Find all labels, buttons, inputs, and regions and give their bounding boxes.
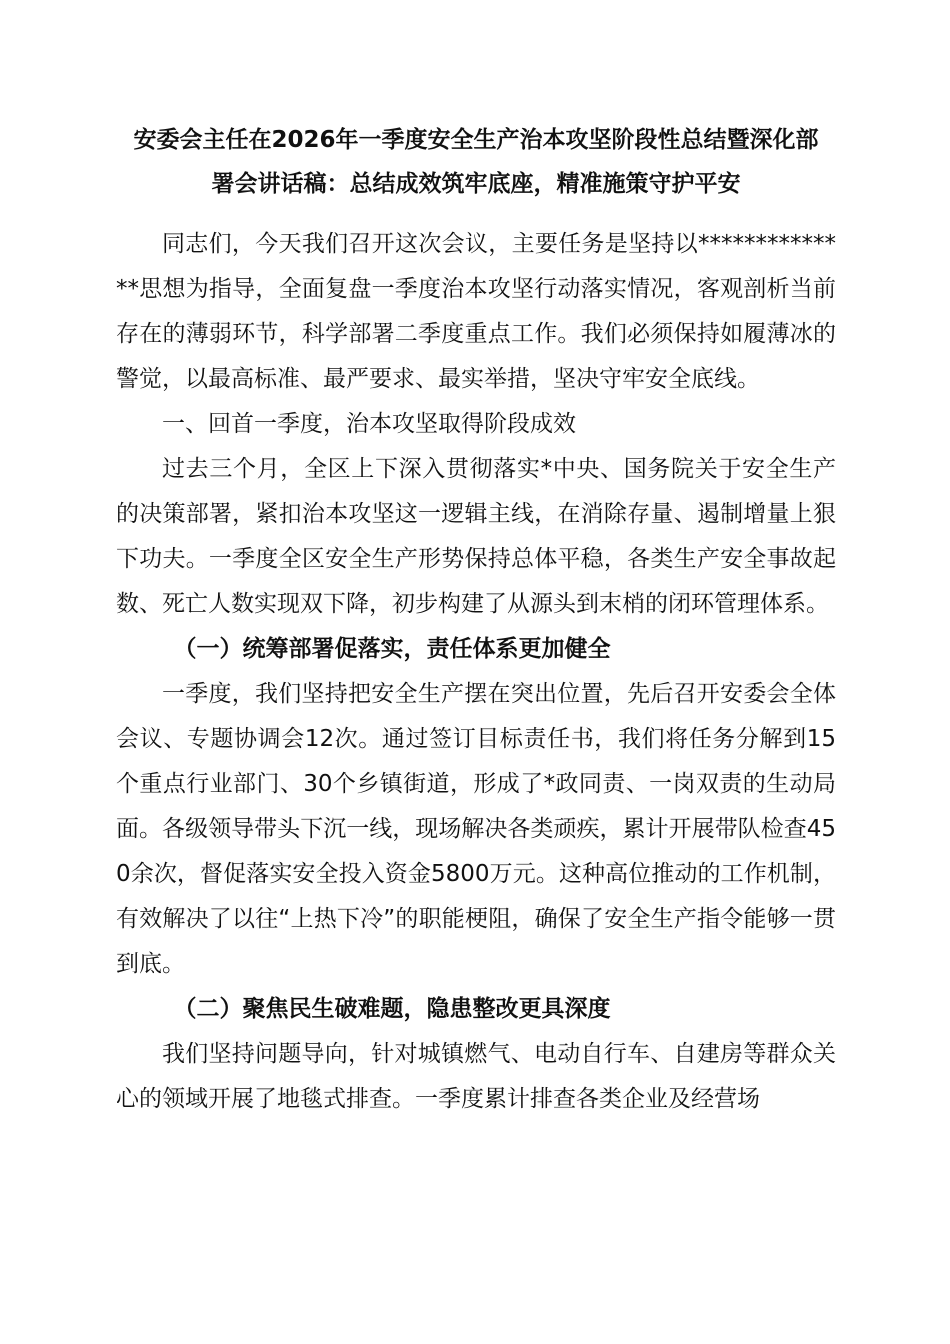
subsection-heading-2: （二）聚焦民生破难题，隐患整改更具深度: [173, 996, 611, 1022]
section-heading-1: 一、回首一季度，治本攻坚取得阶段成效: [162, 411, 576, 437]
subsection-heading-1: （一）统筹部署促落实，责任体系更加健全: [173, 636, 611, 662]
opening-paragraph: 同志们，今天我们召开这次会议，主要任务是坚持以**************思想为指导，全面复盘一季度治本攻坚行动落实情况，客观剖析当前存在的薄弱环节，科学部署二季度重点工作。我们必须保持如履薄冰的警觉，以最高标准、最严要求、最实举措，坚决守牢安全底线。: [116, 231, 836, 392]
title-line-1: 安委会主任在2026年一季度安全生产治本攻坚阶段性总结暨深化部: [133, 127, 819, 153]
title-line-2: 署会讲话稿：总结成效筑牢底座，精准施策守护平安: [211, 171, 741, 197]
subsection-1-paragraph: 一季度，我们坚持把安全生产摆在突出位置，先后召开安委会全体会议、专题协调会12次。通过签订目标责任书，我们将任务分解到15个重点行业部门、30个乡镇街道，形成了*政同责、一岗双责的生动局面。各级领导带头下沉一线，现场解决各类顽疾，累计开展带队检查450余次，督促落实安全投入资金5800万元。这种高位推动的工作机制，有效解决了以往“上热下冷”的职能梗阻，确保了安全生产指令能够一贯到底。: [116, 681, 836, 977]
document-title: [116, 118, 836, 206]
document-page: [116, 118, 836, 1122]
document-body: [116, 222, 836, 1122]
section-1-paragraph: 过去三个月，全区上下深入贯彻落实*中央、国务院关于安全生产的决策部署，紧扣治本攻坚这一逻辑主线，在消除存量、遏制增量上狠下功夫。一季度全区安全生产形势保持总体平稳，各类生产安全事故起数、死亡人数实现双下降，初步构建了从源头到末梢的闭环管理体系。: [116, 456, 836, 617]
subsection-2-paragraph: 我们坚持问题导向，针对城镇燃气、电动自行车、自建房等群众关心的领域开展了地毯式排查。一季度累计排查各类企业及经营场: [116, 1041, 836, 1112]
